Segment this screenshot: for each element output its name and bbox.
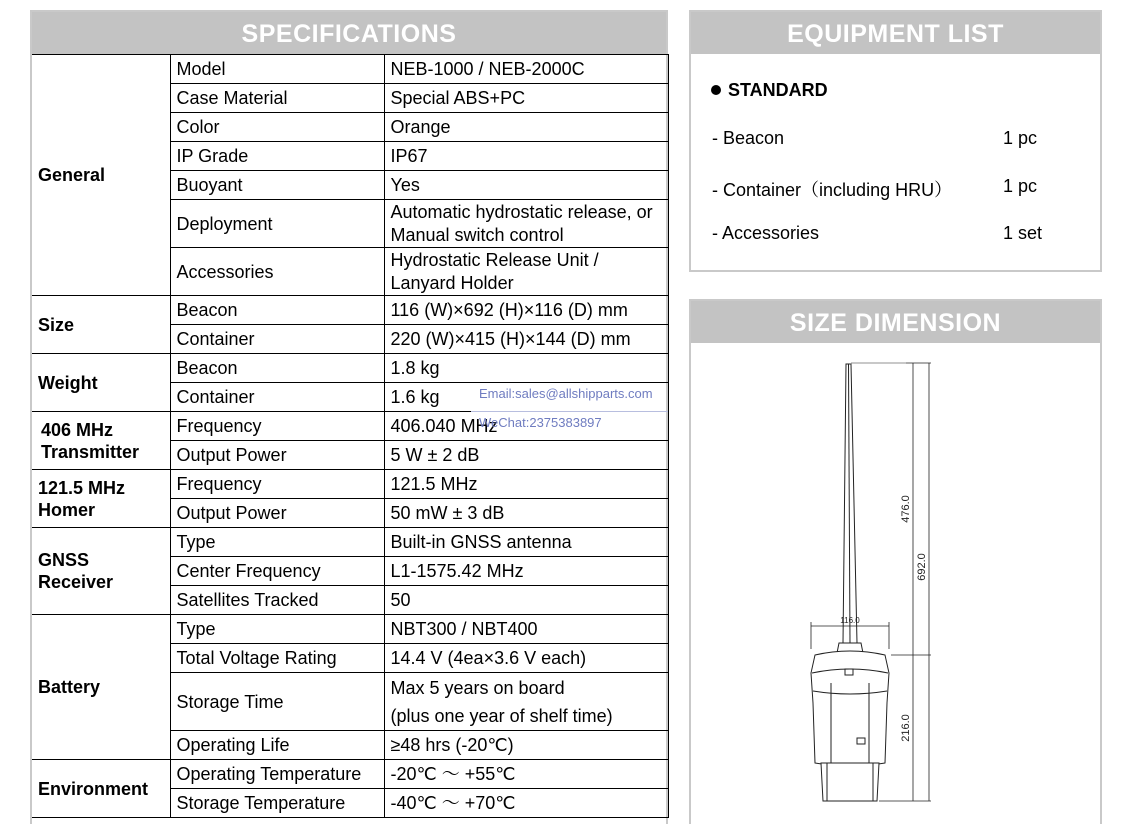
spec-item: Accessories <box>170 248 384 296</box>
spec-item: Storage Temperature <box>170 789 384 818</box>
spec-value: NBT300 / NBT400 <box>384 615 668 644</box>
beacon-bottom <box>821 763 879 801</box>
spec-value: Automatic hydrostatic release, or Manual switch control <box>384 200 668 248</box>
spec-value: -20℃ ～ +55℃ <box>384 760 668 789</box>
spec-item: Operating Life <box>170 731 384 760</box>
category-406mhz-transmitter: 406 MHz Transmitter <box>32 412 170 470</box>
spec-value: 50 mW ± 3 dB <box>384 499 668 528</box>
spec-item: Output Power <box>170 441 384 470</box>
equipment-qty: 1 pc <box>1003 176 1038 196</box>
spec-item: Frequency <box>170 470 384 499</box>
specifications-table <box>32 54 669 818</box>
size-dimension-title: SIZE DIMENSION <box>691 301 1100 343</box>
spec-value: ≥48 hrs (-20℃) <box>384 731 668 760</box>
category-environment: Environment <box>32 760 170 818</box>
table-row <box>32 55 668 84</box>
equipment-qty: 1 set <box>1003 223 1043 243</box>
spec-value: Yes <box>384 171 668 200</box>
antenna-length-label: 476.0 <box>900 495 912 523</box>
spec-item: Beacon <box>170 354 384 383</box>
beacon-body <box>811 651 889 766</box>
specifications-title: SPECIFICATIONS <box>32 12 666 54</box>
equipment-name: - Beacon <box>712 128 785 148</box>
category-general: General <box>32 55 170 296</box>
spec-item: Type <box>170 528 384 557</box>
category-battery: Battery <box>32 615 170 760</box>
spec-value: 406.040 MHz <box>384 412 668 441</box>
equipment-name: - Accessories <box>712 223 820 243</box>
spec-item: Model <box>170 55 384 84</box>
table-row <box>32 354 668 383</box>
size-dimension-panel <box>689 299 1102 824</box>
equipment-list-title: EQUIPMENT LIST <box>691 12 1100 54</box>
spec-value: Special ABS+PC <box>384 84 668 113</box>
spec-value: Hydrostatic Release Unit / Lanyard Holder <box>384 248 668 296</box>
total-height-label: 692.0 <box>916 553 928 581</box>
equipment-qty: 1 pc <box>1003 128 1038 148</box>
category-121mhz-homer: 121.5 MHz Homer <box>32 470 170 528</box>
spec-value: 220 (W)×415 (H)×144 (D) mm <box>384 325 668 354</box>
category-gnss-receiver: GNSS Receiver <box>32 528 170 615</box>
spec-item: Total Voltage Rating <box>170 644 384 673</box>
table-row <box>32 615 668 644</box>
table-row <box>32 296 668 325</box>
equipment-list-panel <box>689 10 1102 272</box>
category-weight: Weight <box>32 354 170 412</box>
spec-item: Color <box>170 113 384 142</box>
spec-value: Max 5 years on board (plus one year of shelf time) <box>384 673 668 731</box>
table-row <box>32 528 668 557</box>
spec-value: 1.8 kg <box>384 354 668 383</box>
spec-value: L1-1575.42 MHz <box>384 557 668 586</box>
spec-value: NEB-1000 / NEB-2000C <box>384 55 668 84</box>
spec-value: 50 <box>384 586 668 615</box>
table-row <box>32 760 668 789</box>
spec-value: -40℃ ～ +70℃ <box>384 789 668 818</box>
spec-value: 1.6 kg <box>384 383 668 412</box>
spec-item: Storage Time <box>170 673 384 731</box>
spec-value: Built-in GNSS antenna <box>384 528 668 557</box>
spec-item: Beacon <box>170 296 384 325</box>
category-size: Size <box>32 296 170 354</box>
spec-value: IP67 <box>384 142 668 171</box>
body-height-label: 216.0 <box>900 714 912 742</box>
spec-item: Case Material <box>170 84 384 113</box>
spec-item: Frequency <box>170 412 384 441</box>
spec-item: Container <box>170 383 384 412</box>
spec-value: Orange <box>384 113 668 142</box>
spec-item: Container <box>170 325 384 354</box>
beacon-dimension-drawing <box>691 343 1100 826</box>
spec-item: Buoyant <box>170 171 384 200</box>
equipment-name: - Container（including HRU） <box>712 180 953 200</box>
standard-heading: STANDARD <box>711 80 828 101</box>
table-row <box>32 470 668 499</box>
width-label: 116.0 <box>840 616 860 625</box>
bullet-icon <box>711 85 721 95</box>
spec-item: IP Grade <box>170 142 384 171</box>
spec-item: Operating Temperature <box>170 760 384 789</box>
watermark-email: Email:sales@allshipparts.com <box>479 386 653 401</box>
spec-value: 121.5 MHz <box>384 470 668 499</box>
spec-value: 5 W ± 2 dB <box>384 441 668 470</box>
spec-item: Deployment <box>170 200 384 248</box>
spec-value: 14.4 V (4ea×3.6 V each) <box>384 644 668 673</box>
watermark-wechat: WeChat:2375383897 <box>479 415 602 430</box>
watermark-divider <box>471 411 668 412</box>
spec-item: Output Power <box>170 499 384 528</box>
spec-item: Type <box>170 615 384 644</box>
spec-item: Center Frequency <box>170 557 384 586</box>
spec-value: 116 (W)×692 (H)×116 (D) mm <box>384 296 668 325</box>
spec-item: Satellites Tracked <box>170 586 384 615</box>
